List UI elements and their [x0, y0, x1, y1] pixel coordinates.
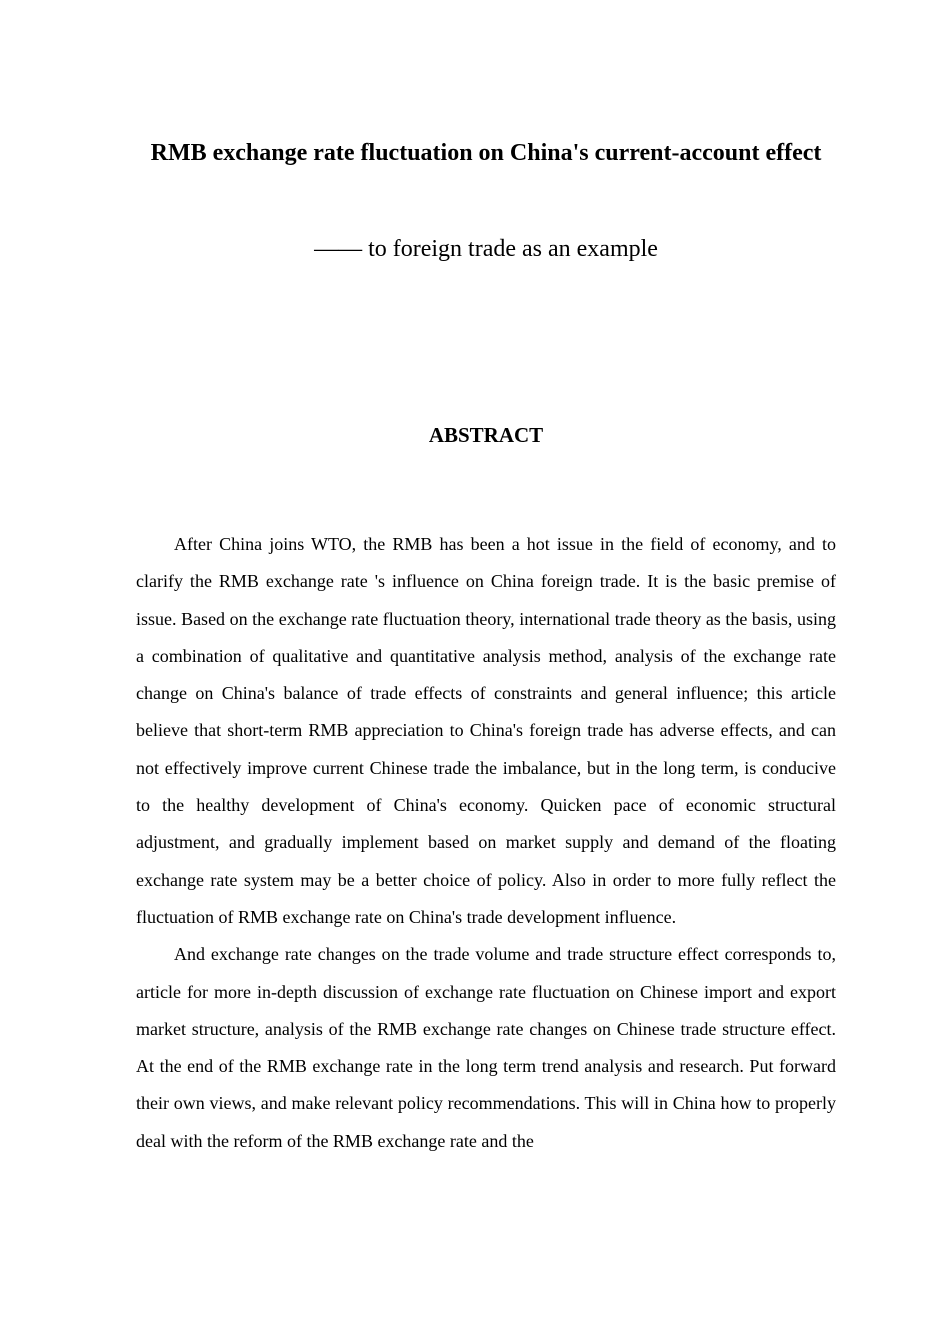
abstract-paragraph-1: After China joins WTO, the RMB has been a hot issue in the field of economy, and to clarify the RMB exchange rate 's influence on China foreign trade. It is the basic premise of issue. Based on the exchange rate fluctuation theory, international trade theory as the basis, using a combination of qualitative and quantitative analysis method, analysis of the exchange rate change on China's balance of trade effects of constraints and general influence; this article believe that short-term RMB appreciation to China's foreign trade has adverse effects, and can not effectively improve current Chinese trade the imbalance, but in the long term, is conducive to the healthy development of China's economy. Quicken pace of economic structural adjustment, and gradually implement based on market supply and demand of the floating exchange rate system may be a better choice of policy. Also in order to more fully reflect the fluctuation of RMB exchange rate on China's trade development influence. [136, 534, 836, 927]
abstract-body [136, 526, 836, 1160]
document-subtitle: —— to foreign trade as an example [314, 236, 658, 262]
abstract-paragraph-2: And exchange rate changes on the trade volume and trade structure effect corresponds to, article for more in-depth discussion of exchange rate fluctuation on Chinese import and export market structure, analysis of the RMB exchange rate changes on Chinese trade structure effect. At the end of the RMB exchange rate in the long term trend analysis and research. Put forward their own views, and make relevant policy recommendations. This will in China how to properly deal with the reform of the RMB exchange rate and the [136, 944, 836, 1151]
document-title: RMB exchange rate fluctuation on China's current-account effect [150, 140, 822, 166]
abstract-heading: ABSTRACT [428, 423, 544, 447]
